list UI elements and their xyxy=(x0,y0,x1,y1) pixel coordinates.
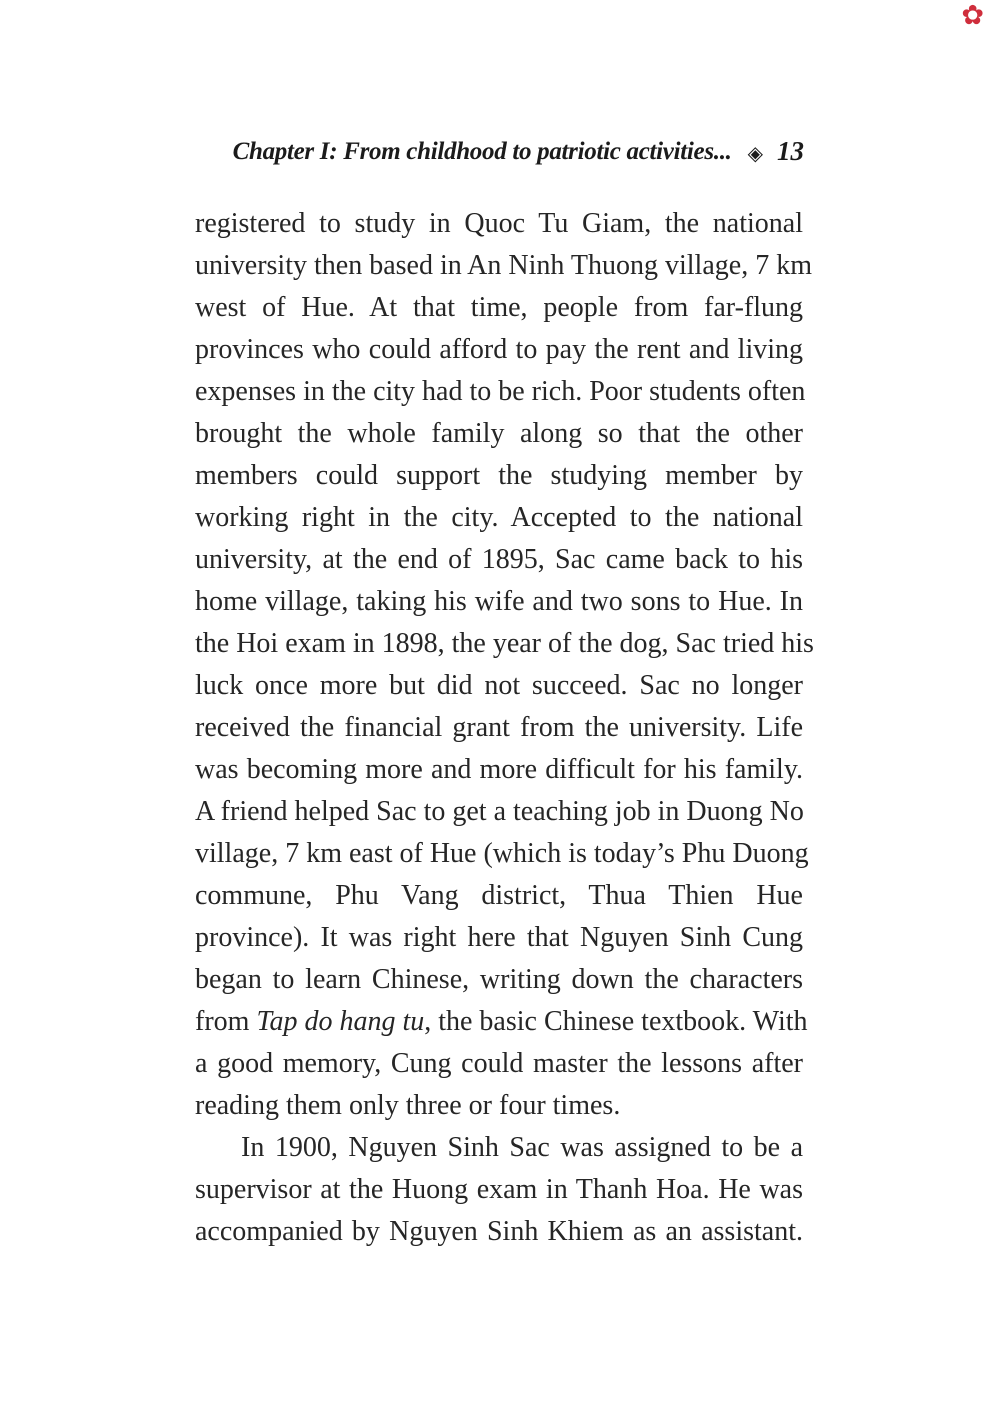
text-line: province). It was right here that Nguyen Sinh Cung xyxy=(195,922,803,953)
italic-book-title: Tap do hang tu xyxy=(256,1006,425,1037)
body-text xyxy=(195,203,814,1253)
paragraph xyxy=(195,1127,803,1253)
text-line: luck once more but did not succeed. Sac no longer xyxy=(195,670,803,701)
text-line: received the financial grant from the university. Life xyxy=(195,712,803,743)
text-line: commune, Phu Vang district, Thua Thien Hue xyxy=(195,880,803,911)
text-line: provinces who could afford to pay the rent and living xyxy=(195,334,803,365)
text-line: working right in the city. Accepted to the national xyxy=(195,502,803,533)
text-line: home village, taking his wife and two sons to Hue. In xyxy=(195,586,803,617)
text-line: In 1900, Nguyen Sinh Sac was assigned to be a xyxy=(241,1132,803,1163)
text-line: west of Hue. At that time, people from far-flung xyxy=(195,292,803,323)
text-line: began to learn Chinese, writing down the characters xyxy=(195,964,803,995)
text-line: university then based in An Ninh Thuong village, 7 km xyxy=(195,250,812,281)
text-line: village, 7 km east of Hue (which is today’s Phu Duong xyxy=(195,838,809,869)
text-line: expenses in the city had to be rich. Poor students often xyxy=(195,376,806,407)
diamond-separator-icon: ◈ xyxy=(747,140,763,165)
flower-ornament-icon: ✿ xyxy=(961,0,984,31)
text-line: was becoming more and more difficult for his family. xyxy=(195,754,803,785)
text-line: A friend helped Sac to get a teaching job in Duong No xyxy=(195,796,804,827)
running-header-title: Chapter I: From childhood to patriotic activities... xyxy=(232,137,732,165)
text-line: the Hoi exam in 1898, the year of the dog, Sac tried his xyxy=(195,628,814,659)
running-header xyxy=(233,136,804,167)
text-line: accompanied by Nguyen Sinh Khiem as an assistant. xyxy=(195,1216,803,1247)
text-line: reading them only three or four times. xyxy=(195,1090,621,1121)
text-line: supervisor at the Huong exam in Thanh Hoa. He was xyxy=(195,1174,803,1205)
text-line: university, at the end of 1895, Sac came back to his xyxy=(195,544,803,575)
paragraph xyxy=(195,203,814,1127)
text-line: brought the whole family along so that the other xyxy=(195,418,803,449)
text-line: from Tap do hang tu, the basic Chinese textbook. With xyxy=(195,1006,808,1037)
text-line: members could support the studying member by xyxy=(195,460,803,491)
text-line: registered to study in Quoc Tu Giam, the national xyxy=(195,208,803,239)
text-line: a good memory, Cung could master the lessons after xyxy=(195,1048,803,1079)
page-number: 13 xyxy=(777,136,804,166)
